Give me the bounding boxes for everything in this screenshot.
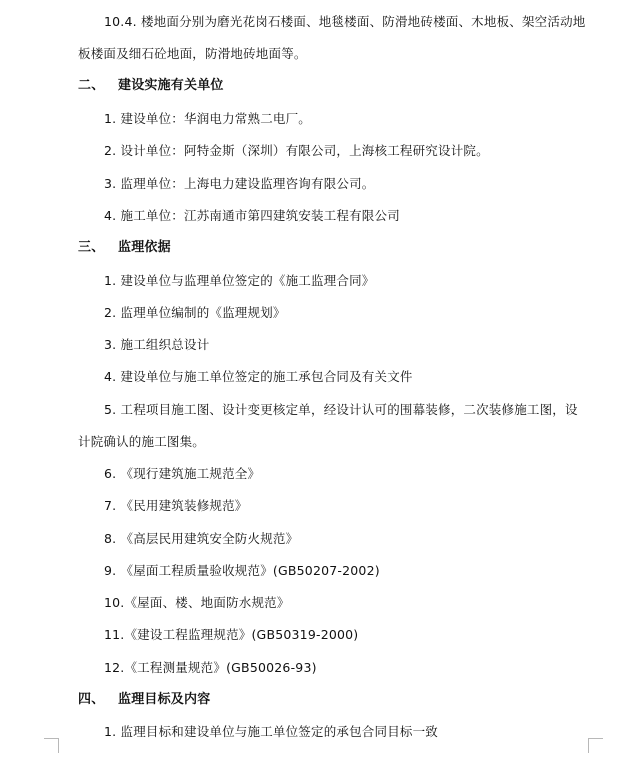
list-item: 1. 监理目标和建设单位与施工单位签定的承包合同目标一致 (104, 724, 439, 739)
section-4-title: 监理目标及内容 (118, 692, 211, 707)
list-item: 11.《建设工程监理规范》(GB50319-2000) (104, 627, 359, 642)
list-item: 4. 建设单位与施工单位签定的施工承包合同及有关文件 (104, 369, 413, 384)
list-item: 6. 《现行建筑施工规范全》 (104, 466, 261, 481)
list-item: 1. 建设单位：华润电力常熟二电厂。 (104, 111, 312, 126)
margin-corner-mark-left (44, 738, 59, 753)
section-2-heading (78, 78, 224, 94)
list-item: 2. 监理单位编制的《监理规划》 (104, 305, 286, 320)
list-item: 1. 建设单位与监理单位签定的《施工监理合同》 (104, 273, 375, 288)
list-item: 8. 《高层民用建筑安全防火规范》 (104, 531, 299, 546)
list-item: 4. 施工单位：江苏南通市第四建筑安装工程有限公司 (104, 208, 400, 223)
margin-corner-mark-right (588, 738, 603, 753)
section-4-heading (78, 692, 210, 708)
section-2-number: 二、 (78, 78, 105, 93)
list-item: 3. 施工组织总设计 (104, 337, 210, 352)
section-4-number: 四、 (78, 692, 105, 707)
paragraph-10-4-line-1: 10.4. 楼地面分别为磨光花岗石楼面、地毯楼面、防滑地砖楼面、木地板、架空活动地 (104, 14, 586, 29)
list-item: 12.《工程测量规范》(GB50026-93) (104, 660, 317, 675)
list-item: 9. 《屋面工程质量验收规范》(GB50207-2002) (104, 563, 380, 578)
section-3-number: 三、 (78, 240, 105, 255)
list-item: 7. 《民用建筑装修规范》 (104, 498, 248, 513)
section-3-title: 监理依据 (118, 240, 171, 255)
list-item: 10.《屋面、楼、地面防水规范》 (104, 595, 290, 610)
list-item-continuation: 计院确认的施工图集。 (78, 434, 206, 449)
list-item: 2. 设计单位：阿特金斯（深圳）有限公司，上海核工程研究设计院。 (104, 143, 489, 158)
section-3-heading (78, 240, 171, 256)
section-2-title: 建设实施有关单位 (118, 78, 224, 93)
paragraph-10-4-line-2: 板楼面及细石砼地面，防滑地砖地面等。 (78, 46, 307, 61)
list-item: 5. 工程项目施工图、设计变更核定单，经设计认可的围幕装修，二次装修施工图，设 (104, 402, 578, 417)
list-item: 3. 监理单位：上海电力建设监理咨询有限公司。 (104, 176, 375, 191)
